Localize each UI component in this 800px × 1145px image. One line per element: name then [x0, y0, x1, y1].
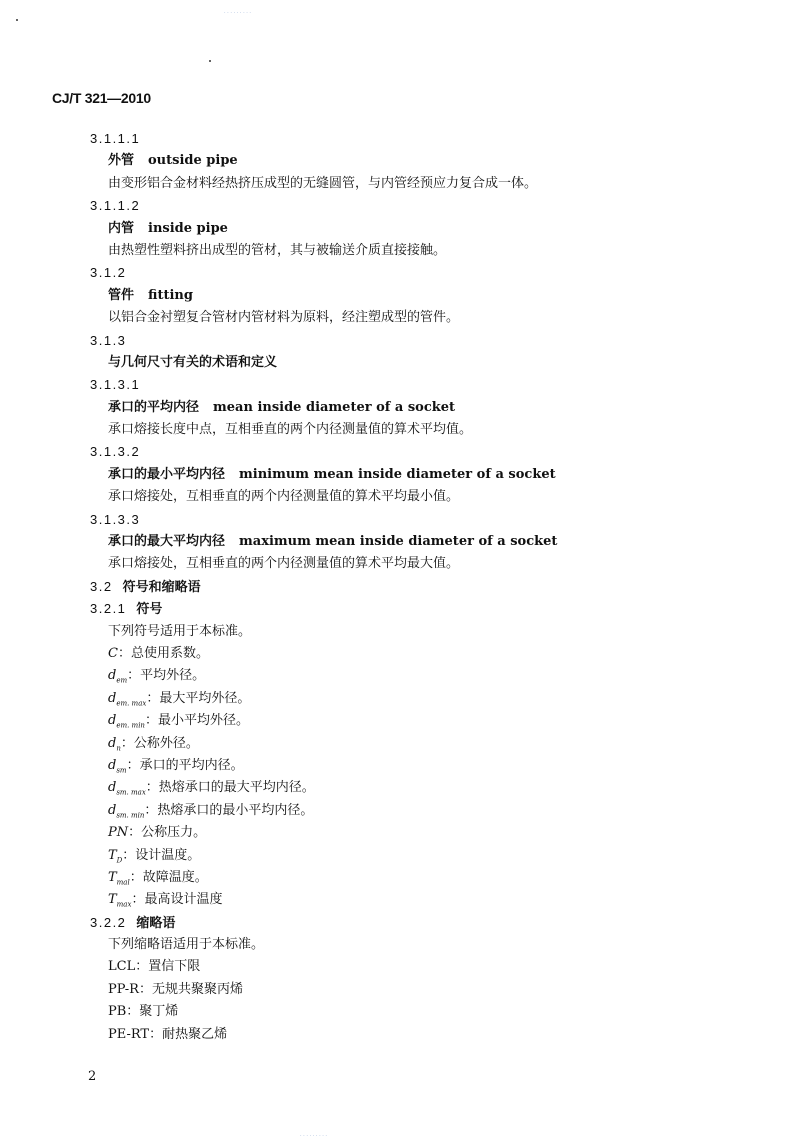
symbol: T [108, 892, 117, 908]
term-cn: 外管 [108, 153, 135, 169]
symbol-description: ：公称压力。 [128, 825, 207, 841]
term-en: minimum mean inside diameter of a socket [239, 466, 556, 482]
abbreviation-item: LCL：置信下限 [108, 959, 201, 975]
section-number: 3.2.2 [90, 914, 127, 930]
abbreviation-item: PP-R：无规共聚聚丙烯 [108, 981, 243, 997]
symbol-description: ：公称外径。 [120, 735, 199, 751]
symbol-description: ：设计温度。 [122, 847, 201, 863]
section-title: 缩略语 [136, 914, 176, 930]
symbol-item [0, 889, 800, 911]
symbol-description: ：承口的平均内径。 [126, 757, 244, 773]
symbol-item [0, 845, 800, 867]
symbol-subscript: sm [116, 766, 127, 775]
symbol-item [0, 710, 800, 732]
symbol-subscript: D [116, 856, 123, 865]
definition: 由热塑性塑料挤出成型的管材，其与被输送介质直接接触。 [108, 242, 447, 258]
definition: 承口熔接处，互相垂直的两个内径测量值的算术平均最大值。 [108, 556, 460, 572]
term-cn: 承口的平均内径 [108, 399, 200, 415]
abbreviation-item: PB：聚丁烯 [108, 1004, 179, 1020]
symbol-item [0, 688, 800, 710]
term-en: maximum mean inside diameter of a socket [239, 534, 558, 550]
section-number: 3.1.1.2 [90, 198, 141, 214]
symbol: T [108, 869, 117, 885]
scan-speck [16, 19, 18, 21]
symbol: d [108, 668, 117, 684]
symbol-item [0, 777, 800, 799]
symbol-subscript: em. max [116, 699, 147, 708]
intro-text: 下列符号适用于本标准。 [108, 623, 252, 639]
abbreviation-list [0, 956, 800, 1046]
symbol-description: ：热熔承口的最小平均内径。 [144, 802, 314, 818]
symbol: d [108, 713, 117, 729]
symbol-subscript: n [116, 744, 121, 753]
symbol: T [108, 847, 117, 863]
symbol-item [0, 643, 800, 665]
section-title: 符号和缩略语 [122, 578, 201, 594]
symbol-description: ：总使用系数。 [117, 645, 209, 661]
scan-speck [209, 60, 211, 62]
document-header: CJ/T 321—2010 [52, 90, 151, 106]
symbol-subscript: mal [116, 878, 130, 887]
definition: 以铝合金衬塑复合管材内管材料为原料，经注塑成型的管件。 [108, 310, 460, 326]
page-number: 2 [88, 1069, 97, 1084]
symbol-list [0, 643, 800, 912]
section-title: 与几何尺寸有关的术语和定义 [108, 354, 278, 370]
symbol: d [108, 690, 117, 706]
symbol-item [0, 755, 800, 777]
symbol: d [108, 757, 117, 773]
symbol-subscript: em [116, 676, 128, 685]
symbol: d [108, 780, 117, 796]
term-cn: 管件 [108, 287, 135, 303]
symbol: C [108, 645, 118, 661]
section-number: 3.1.3.2 [90, 444, 141, 460]
symbol-subscript: em. min [116, 721, 145, 730]
symbol-description: ：最小平均外径。 [144, 713, 249, 729]
definition: 承口熔接处，互相垂直的两个内径测量值的算术平均最小值。 [108, 489, 460, 505]
abbreviation-item: PE-RT：耐热聚乙烯 [108, 1026, 228, 1042]
section-number: 3.1.3.1 [90, 377, 141, 393]
section-number: 3.2.1 [90, 601, 127, 617]
term-en: mean inside diameter of a socket [213, 399, 456, 415]
watermark: · · · · · · · · · [224, 10, 252, 16]
term-en: inside pipe [148, 220, 228, 236]
symbol-description: ：故障温度。 [129, 869, 208, 885]
symbol-item [0, 800, 800, 822]
symbol-subscript: max [116, 900, 132, 909]
term-cn: 承口的最大平均内径 [108, 534, 226, 550]
symbol-description: ：最大平均外径。 [146, 690, 251, 706]
section-number: 3.1.1.1 [90, 131, 141, 146]
section-number: 3.1.3.3 [90, 511, 141, 527]
symbol-description: ：最高设计温度 [131, 892, 223, 908]
symbol-subscript: sm. min [116, 811, 145, 820]
term-en: outside pipe [148, 153, 238, 169]
symbol-item [0, 867, 800, 889]
symbol: d [108, 735, 117, 751]
term-cn: 内管 [108, 220, 135, 236]
symbol: PN [108, 825, 129, 841]
section-number: 3.2 [90, 578, 113, 594]
symbol-item [0, 665, 800, 687]
symbol-item [0, 733, 800, 755]
section-title: 符号 [136, 601, 163, 617]
document-body [0, 128, 800, 1046]
symbol-description: ：平均外径。 [127, 668, 206, 684]
term-en: fitting [148, 287, 193, 303]
symbol-subscript: sm. max [116, 788, 146, 797]
definition: 承口熔接长度中点，互相垂直的两个内径测量值的算术平均值。 [108, 422, 473, 438]
watermark: · · · · · · · · · [300, 1133, 328, 1139]
intro-text: 下列缩略语适用于本标准。 [108, 937, 265, 953]
symbol-description: ：热熔承口的最大平均内径。 [145, 780, 315, 796]
section-number: 3.1.2 [90, 265, 127, 281]
symbol: d [108, 802, 117, 818]
symbol-item [0, 822, 800, 844]
definition: 由变形铝合金材料经热挤压成型的无缝圆管，与内管经预应力复合成一体。 [108, 175, 538, 191]
section-number: 3.1.3 [90, 332, 127, 348]
term-cn: 承口的最小平均内径 [108, 466, 226, 482]
